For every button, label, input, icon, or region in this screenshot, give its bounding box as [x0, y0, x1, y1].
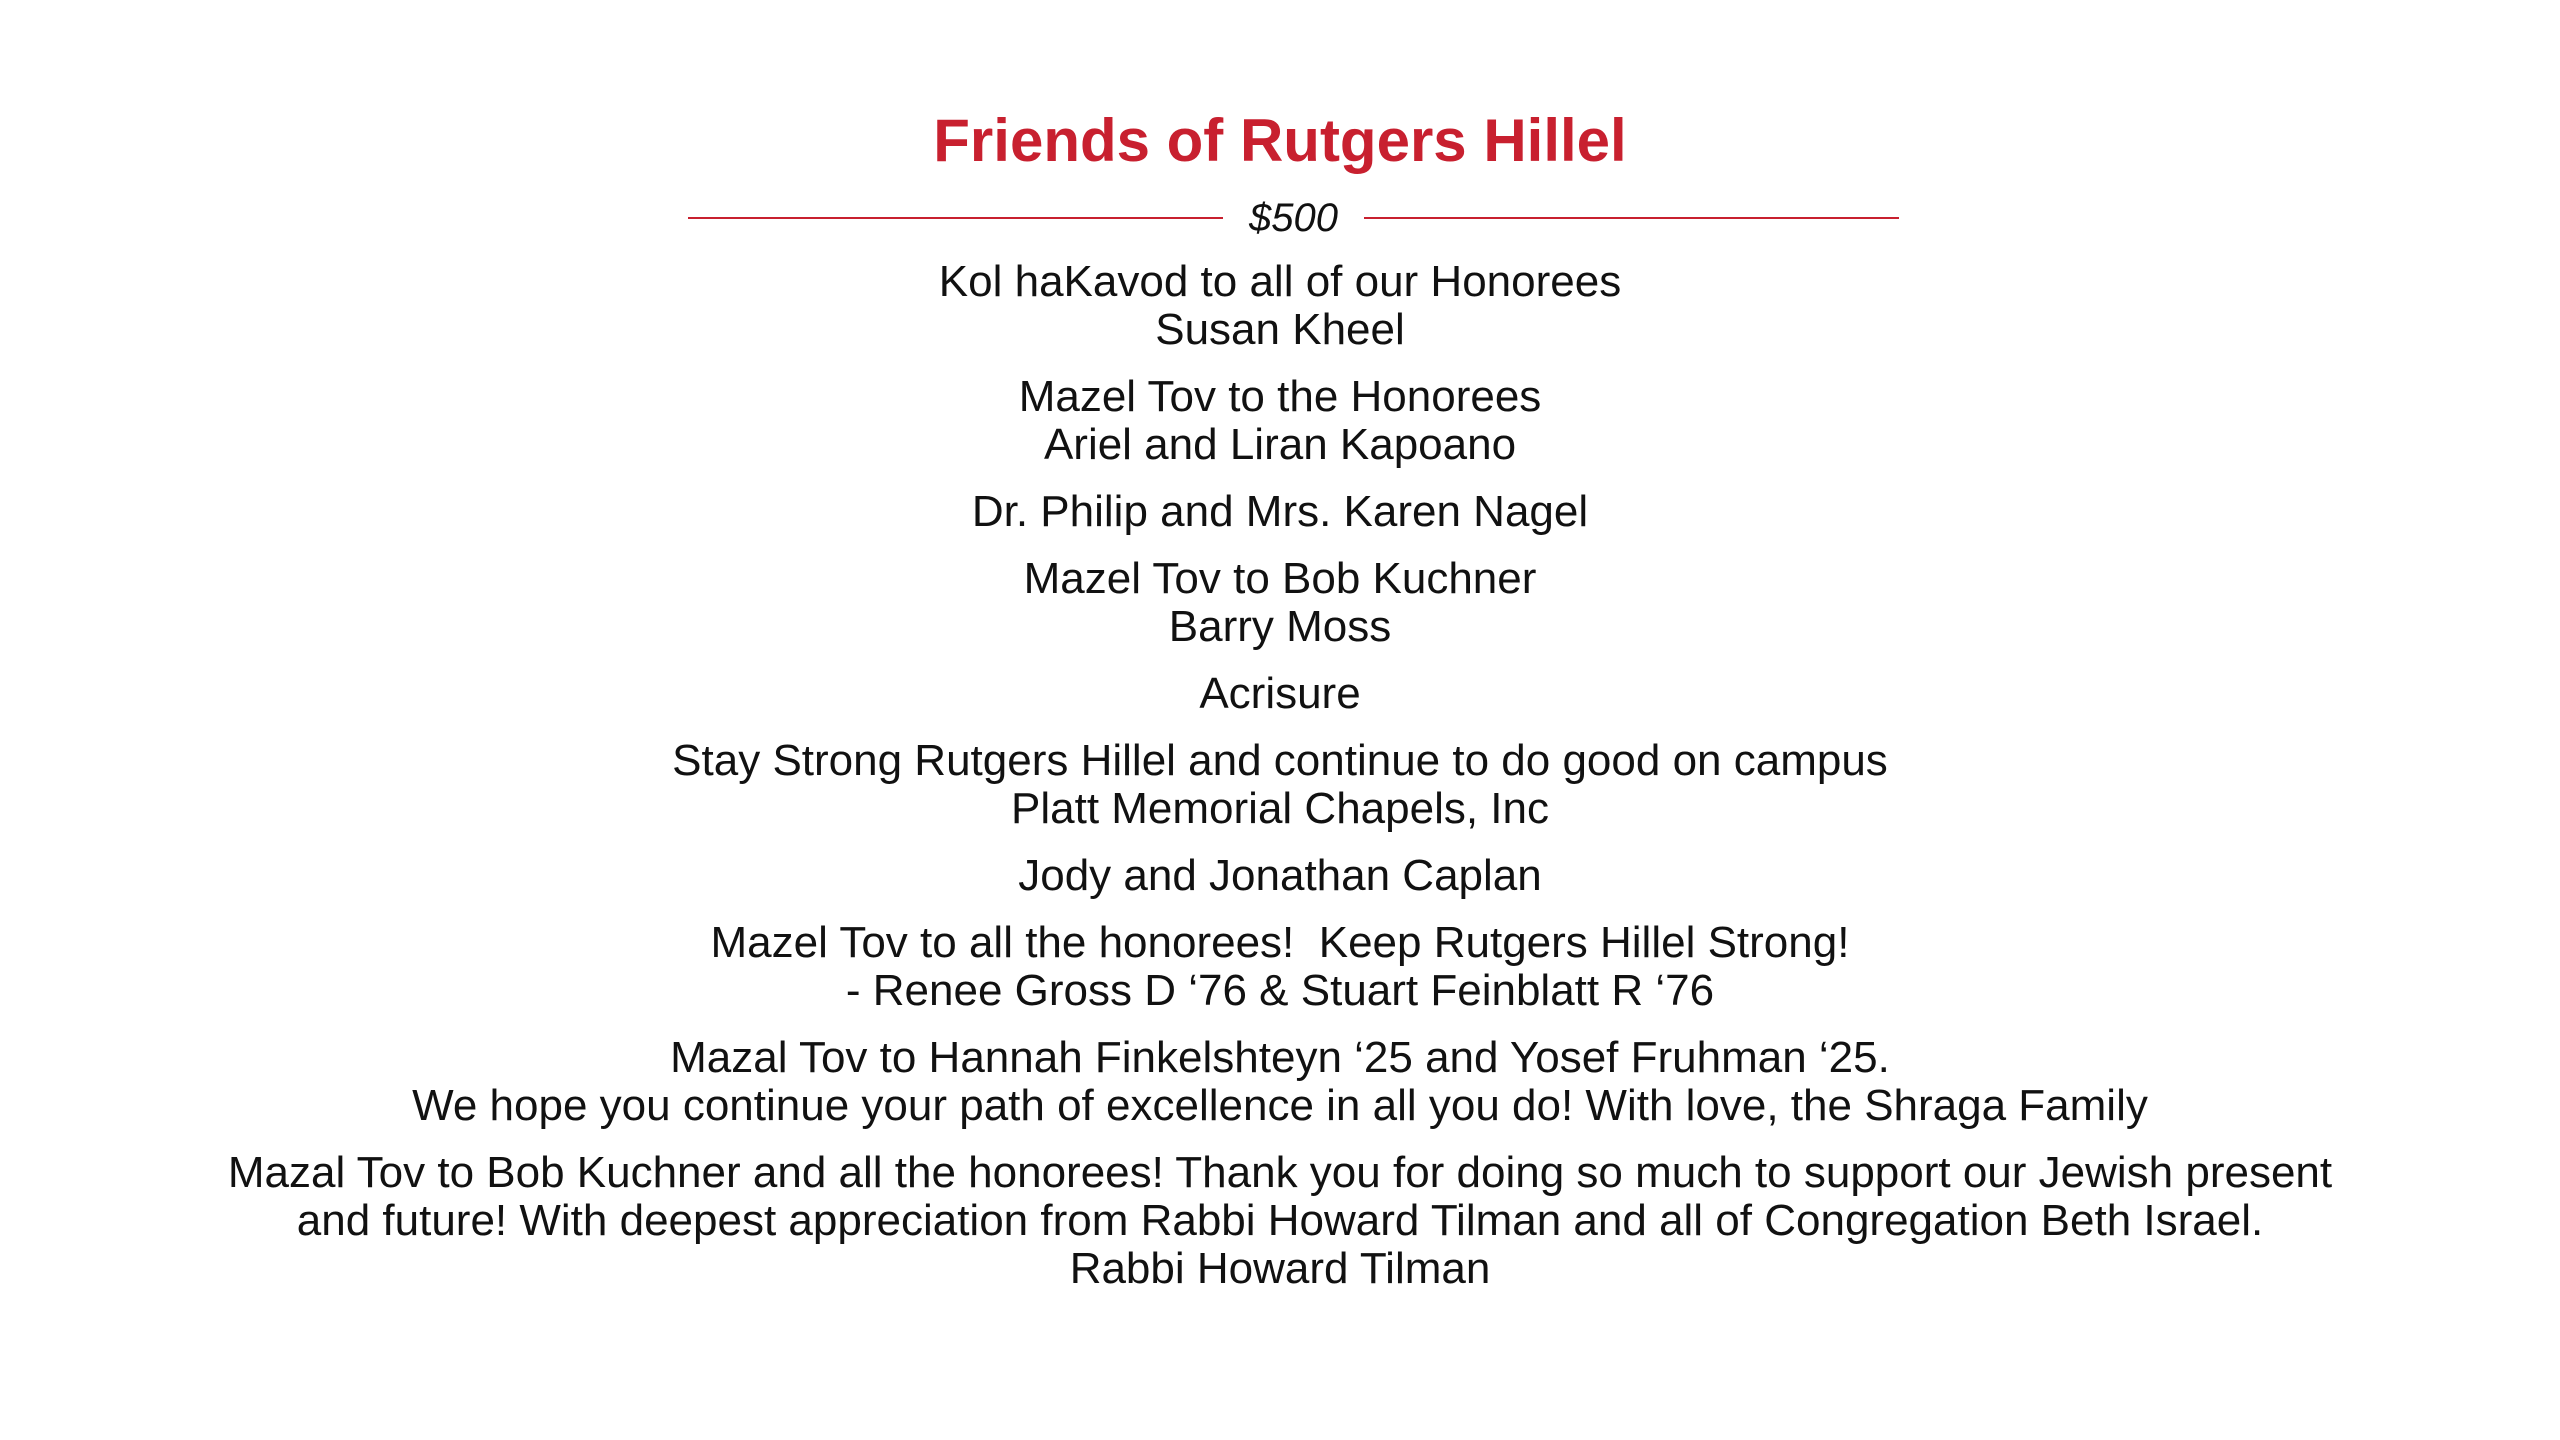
tribute-line: Barry Moss [1168, 602, 1392, 651]
tribute-line: Acrisure [1199, 669, 1361, 718]
tribute-line: Mazel Tov to Bob Kuchner [1023, 554, 1537, 603]
tribute-line: Jody and Jonathan Caplan [1018, 851, 1542, 900]
tribute-line: Dr. Philip and Mrs. Karen Nagel [971, 487, 1589, 536]
tribute-line: - Renee Gross D ‘76 & Stuart Feinblatt R ‘76 [845, 966, 1715, 1015]
tribute-line: Mazal Tov to Hannah Finkelshteyn ‘25 and Yosef Fruhman ‘25. [670, 1033, 1890, 1082]
tribute-entry [0, 1149, 2560, 1293]
tribute-entry [0, 488, 2560, 536]
tribute-line: Mazel Tov to all the honorees! Keep Rutgers Hillel Strong! [710, 918, 1850, 967]
divider-line-left [688, 217, 1223, 219]
tribute-line: Platt Memorial Chapels, Inc [1011, 784, 1549, 833]
price-level: $500 [1249, 196, 1338, 240]
page-title: Friends of Rutgers Hillel [933, 107, 1627, 174]
tribute-entry [0, 1034, 2560, 1130]
tribute-line: Mazel Tov to the Honorees [1018, 372, 1542, 421]
tribute-line: Susan Kheel [1155, 305, 1405, 354]
tribute-entry [0, 852, 2560, 900]
tribute-line: Rabbi Howard Tilman [1069, 1244, 1491, 1293]
tribute-entry [0, 919, 2560, 1015]
tribute-entry [0, 373, 2560, 469]
tribute-line: and future! With deepest appreciation from Rabbi Howard Tilman and all of Congregation Beth Israel. [296, 1196, 2264, 1245]
price-divider [0, 194, 2560, 242]
tribute-line: Mazal Tov to Bob Kuchner and all the honorees! Thank you for doing so much to support our Jewish present [227, 1148, 2333, 1197]
divider-line-right [1364, 217, 1899, 219]
tribute-entry [0, 670, 2560, 718]
tribute-line: Stay Strong Rutgers Hillel and continue to do good on campus [672, 736, 1888, 785]
tribute-line: Ariel and Liran Kapoano [1043, 420, 1517, 469]
tribute-entry [0, 737, 2560, 833]
tribute-line: We hope you continue your path of excellence in all you do! With love, the Shraga Family [412, 1081, 2148, 1130]
tribute-line: Kol haKavod to all of our Honorees [938, 257, 1622, 306]
tribute-list [0, 258, 2560, 1312]
tribute-entry [0, 555, 2560, 651]
tribute-entry [0, 258, 2560, 354]
